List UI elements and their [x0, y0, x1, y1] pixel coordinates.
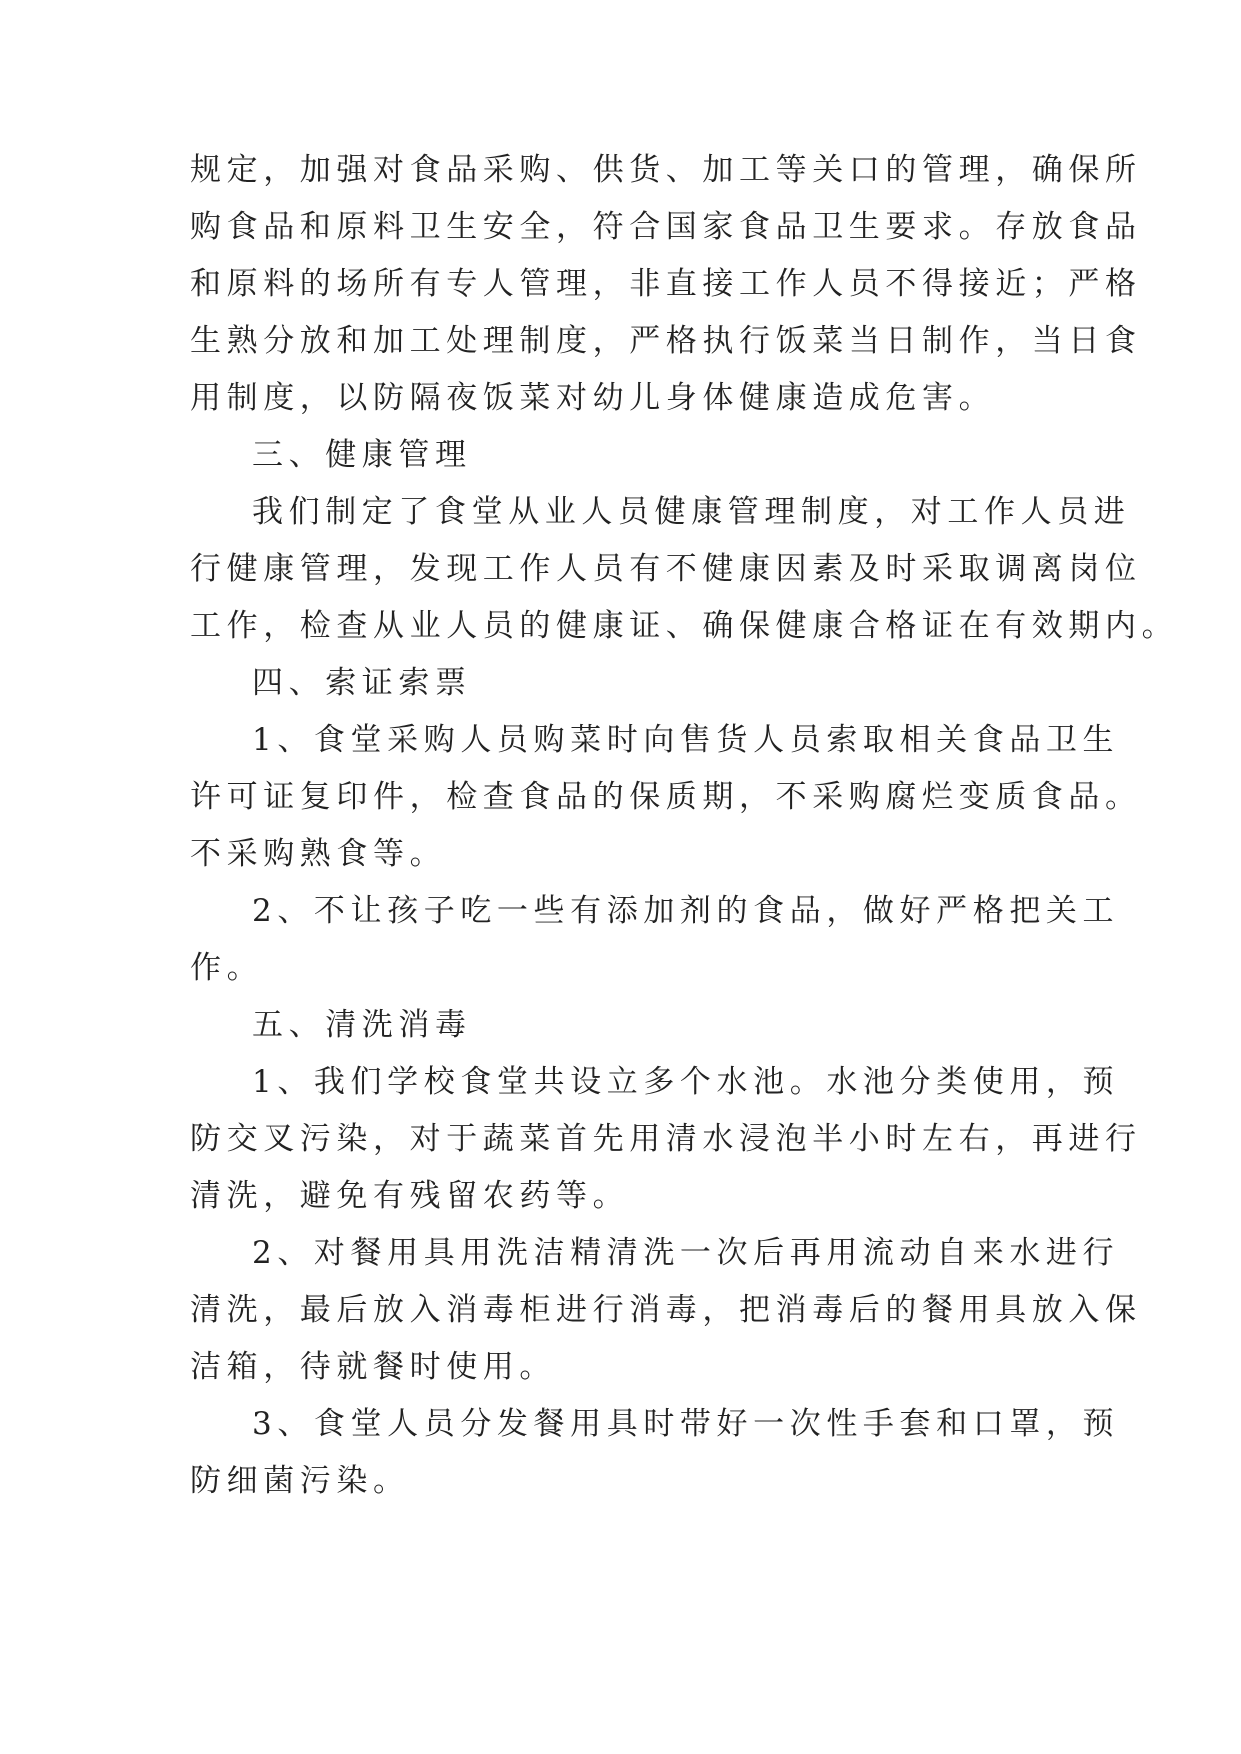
body-line: 生熟分放和加工处理制度，严格执行饭菜当日制作，当日食: [190, 323, 1142, 359]
body-line: 1、食堂采购人员购菜时向售货人员索取相关食品卫生: [252, 722, 1120, 758]
body-line: 防细菌污染。: [190, 1463, 410, 1499]
body-line: 作。: [190, 950, 264, 986]
section-heading: 四、索证索票: [252, 665, 472, 701]
section-heading: 三、健康管理: [252, 437, 472, 473]
body-line: 2、对餐用具用洗洁精清洗一次后再用流动自来水进行: [252, 1235, 1120, 1271]
body-line: 购食品和原料卫生安全，符合国家食品卫生要求。存放食品: [190, 209, 1142, 245]
body-line: 清洗，避免有残留农药等。: [190, 1178, 630, 1214]
body-line: 洁箱，待就餐时使用。: [190, 1349, 556, 1385]
body-line: 我们制定了食堂从业人员健康管理制度，对工作人员进: [252, 494, 1131, 530]
body-line: 工作，检查从业人员的健康证、确保健康合格证在有效期内。: [190, 608, 1179, 644]
body-line: 防交叉污染，对于蔬菜首先用清水浸泡半小时左右，再进行: [190, 1121, 1142, 1157]
body-line: 3、食堂人员分发餐用具时带好一次性手套和口罩，预: [252, 1406, 1120, 1442]
body-line: 许可证复印件，检查食品的保质期，不采购腐烂变质食品。: [190, 779, 1142, 815]
body-line: 规定，加强对食品采购、供货、加工等关口的管理，确保所: [190, 152, 1142, 188]
body-line: 1、我们学校食堂共设立多个水池。水池分类使用，预: [252, 1064, 1120, 1100]
body-line: 2、不让孩子吃一些有添加剂的食品，做好严格把关工: [252, 893, 1120, 929]
body-line: 行健康管理，发现工作人员有不健康因素及时采取调离岗位: [190, 551, 1142, 587]
body-line: 不采购熟食等。: [190, 836, 447, 872]
body-line: 和原料的场所有专人管理，非直接工作人员不得接近；严格: [190, 266, 1142, 302]
body-line: 用制度，以防隔夜饭菜对幼儿身体健康造成危害。: [190, 380, 996, 416]
section-heading: 五、清洗消毒: [252, 1007, 472, 1043]
body-line: 清洗，最后放入消毒柜进行消毒，把消毒后的餐用具放入保: [190, 1292, 1142, 1328]
